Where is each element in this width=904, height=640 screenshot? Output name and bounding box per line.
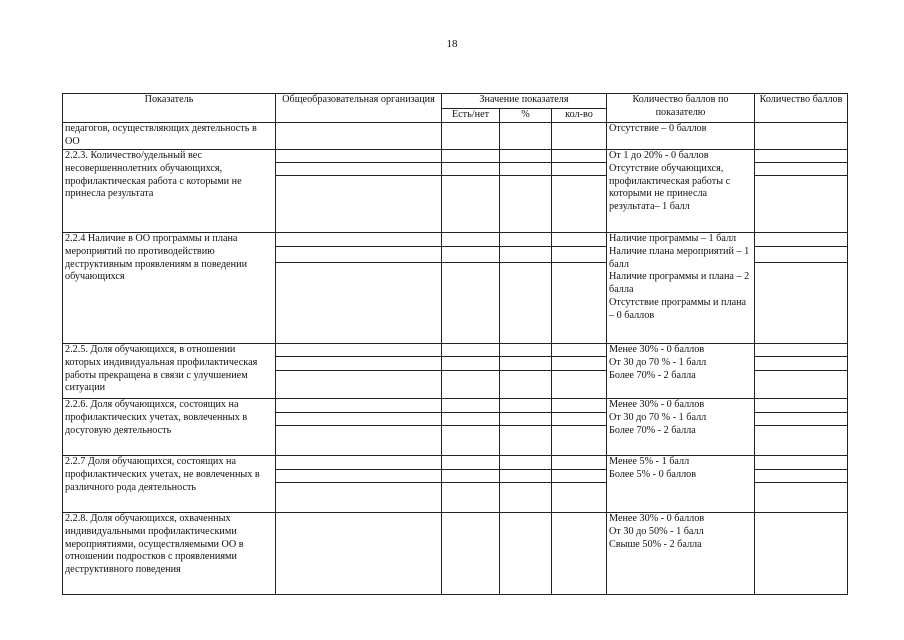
- count-cell[interactable]: [552, 513, 607, 595]
- points-criterion: Менее 30% - 0 баллов: [609, 399, 705, 410]
- percent-cell[interactable]: [500, 123, 552, 150]
- organization-cell[interactable]: [276, 233, 442, 344]
- points-criteria-cell: [607, 233, 755, 344]
- percent-cell[interactable]: [500, 344, 552, 399]
- header-count: кол-во: [552, 108, 607, 123]
- points-criteria-cell: [607, 344, 755, 399]
- percent-cell[interactable]: [500, 150, 552, 233]
- points-criterion: От 30 до 70 % - 1 балл: [609, 356, 707, 368]
- points-cell[interactable]: [755, 233, 848, 344]
- indicator-cell: педагогов, осуществляющих деятельность в ОО: [63, 123, 276, 150]
- indicator-cell: 2.2.7 Доля обучающихся, состоящих на профилактических учетах, не вовлеченных в различного рода деятельность: [63, 456, 276, 513]
- percent-cell[interactable]: [500, 399, 552, 456]
- points-criterion: Наличие программы – 1 балл: [609, 233, 737, 244]
- indicator-cell: 2.2.5. Доля обучающихся, в отношении которых индивидуальная профилактическая работы прекращена в связи с улучшением ситуации: [63, 344, 276, 399]
- indicator-cell: 2.2.3. Количество/удельный вес несовершеннолетних обучающихся, профилактическая работа с которыми не принесла результата: [63, 150, 276, 233]
- points-criterion: Отсутствие обучающихся, профилактическая работы с которыми не принесла результата– 1 балл: [609, 162, 731, 213]
- points-criteria-cell: [607, 399, 755, 456]
- page-number: 18: [446, 38, 458, 50]
- table-row: [63, 513, 848, 595]
- organization-cell[interactable]: [276, 513, 442, 595]
- header-percent: %: [500, 108, 552, 123]
- points-criterion: Менее 5% - 1 балл: [609, 456, 690, 467]
- table-row: [63, 399, 848, 456]
- points-cell[interactable]: [755, 123, 848, 150]
- header-value-group: Значение показателя: [442, 94, 607, 109]
- table-row: [63, 233, 848, 344]
- points-criterion: Наличие плана мероприятий – 1 балл: [609, 245, 750, 270]
- header-points: Количество баллов: [755, 94, 848, 123]
- points-criterion: Менее 30% - 0 баллов: [609, 344, 705, 355]
- table-row: [63, 456, 848, 513]
- table-header-row: [63, 94, 848, 109]
- points-criterion: Менее 30% - 0 баллов: [609, 513, 705, 524]
- yes-no-cell[interactable]: [442, 344, 500, 399]
- table-row: [63, 150, 848, 233]
- indicator-cell: 2.2.6. Доля обучающихся, состоящих на профилактических учетах, вовлеченных в досуговую деятельность: [63, 399, 276, 456]
- count-cell[interactable]: [552, 233, 607, 344]
- indicator-table: [62, 93, 848, 595]
- yes-no-cell[interactable]: [442, 456, 500, 513]
- points-cell[interactable]: [755, 344, 848, 399]
- organization-cell[interactable]: [276, 344, 442, 399]
- yes-no-cell[interactable]: [442, 399, 500, 456]
- indicator-cell: 2.2.8. Доля обучающихся, охваченных индивидуальными профилактическими мероприятиями, осуществляемыми ОО в отношении подростков с проявлениями деструктивного поведения: [63, 513, 276, 595]
- organization-cell[interactable]: [276, 399, 442, 456]
- points-criterion: Наличие программы и плана – 2 балла: [609, 271, 750, 296]
- points-criteria-cell: [607, 513, 755, 595]
- points-cell[interactable]: [755, 513, 848, 595]
- points-criterion: Отсутствие – 0 баллов: [609, 123, 707, 134]
- yes-no-cell[interactable]: [442, 233, 500, 344]
- points-criterion: Отсутствие программы и плана – 0 баллов: [609, 296, 747, 321]
- table-row: [63, 344, 848, 399]
- percent-cell[interactable]: [500, 513, 552, 595]
- points-criteria-cell: [607, 456, 755, 513]
- organization-cell[interactable]: [276, 123, 442, 150]
- points-criterion: Более 70% - 2 балла: [609, 424, 696, 436]
- count-cell[interactable]: [552, 456, 607, 513]
- percent-cell[interactable]: [500, 456, 552, 513]
- yes-no-cell[interactable]: [442, 513, 500, 595]
- points-criterion: От 30 до 70 % - 1 балл: [609, 411, 707, 423]
- points-cell[interactable]: [755, 399, 848, 456]
- indicator-cell: 2.2.4 Наличие в ОО программы и плана мероприятий по противодействию деструктивным проявлениям в поведении обучающихся: [63, 233, 276, 344]
- points-criteria-cell: [607, 150, 755, 233]
- points-criterion: Более 70% - 2 балла: [609, 369, 696, 381]
- count-cell[interactable]: [552, 150, 607, 233]
- header-organization: Общеобразовательная организация: [276, 94, 442, 123]
- yes-no-cell[interactable]: [442, 123, 500, 150]
- header-points-by-indicator: Количество баллов по показателю: [607, 94, 755, 123]
- count-cell[interactable]: [552, 123, 607, 150]
- percent-cell[interactable]: [500, 233, 552, 344]
- points-criterion: Более 5% - 0 баллов: [609, 468, 697, 480]
- points-cell[interactable]: [755, 456, 848, 513]
- count-cell[interactable]: [552, 399, 607, 456]
- points-criterion: От 30 до 50% - 1 балл: [609, 525, 704, 537]
- header-yes-no: Есть/нет: [442, 108, 500, 123]
- points-criteria-cell: [607, 123, 755, 150]
- table-row: [63, 123, 848, 150]
- points-cell[interactable]: [755, 150, 848, 233]
- count-cell[interactable]: [552, 344, 607, 399]
- points-criterion: От 1 до 20% - 0 баллов: [609, 150, 709, 161]
- yes-no-cell[interactable]: [442, 150, 500, 233]
- points-criterion: Свыше 50% - 2 балла: [609, 538, 702, 550]
- header-indicator: Показатель: [63, 94, 276, 123]
- organization-cell[interactable]: [276, 456, 442, 513]
- organization-cell[interactable]: [276, 150, 442, 233]
